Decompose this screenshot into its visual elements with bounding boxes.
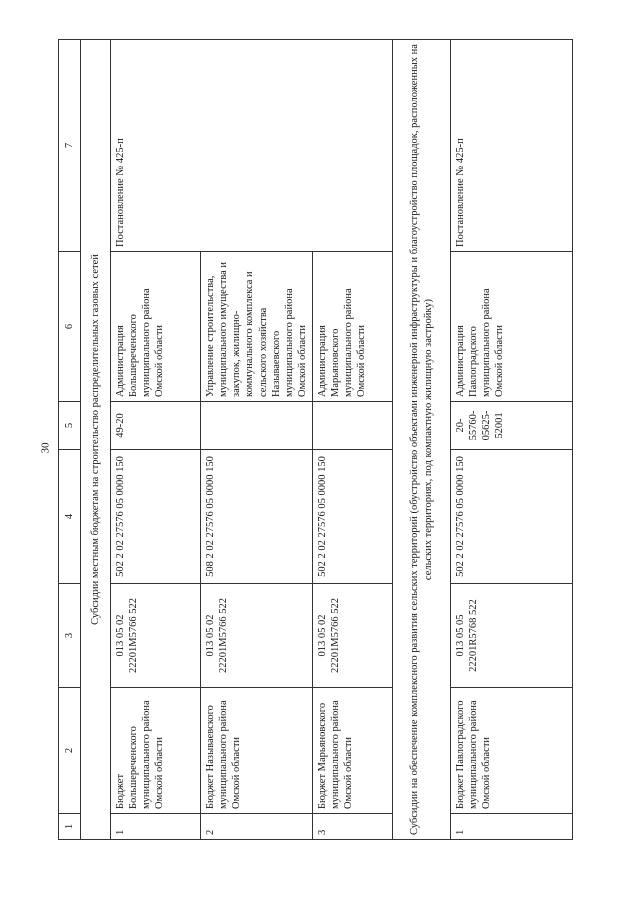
budget-name: Бюджет Называевского муниципального района Омской области [201,688,313,814]
table-row [111,40,201,840]
row-number: 3 [313,814,393,840]
administrator: Управление строительства, муниципального имущества и закупок, жилищно-коммунального комплекса и сельского хозяйства Называевского муниципального района Омской области [201,252,313,402]
budget-name: Бюджет Большереченского муниципального района Омской области [111,688,201,814]
revenue-code: 502 2 02 27576 05 0000 150 [451,450,573,584]
administrator: Администрация Павлоградского муниципального района Омской области [451,252,573,402]
row-number: 1 [451,814,573,840]
col-num-1: 1 [59,814,81,840]
administrator: Администрация Большереченского муниципального района Омской области [111,252,201,402]
revenue-code: 502 2 02 27576 05 0000 150 [111,450,201,584]
budget-name: Бюджет Марьяновского муниципального района Омской области [313,688,393,814]
table-row [451,40,573,840]
section2-title: Субсидии на обеспечение комплексного развития сельских территорий (обустройство объектами инженерной инфраструктуры и благоустройство площадок, расположенных на сельских территориях, под компактную жилищную застройку) [393,40,451,840]
col-num-7: 7 [59,40,81,252]
kbk-code: 013 05 05 22201R5768 522 [451,584,573,688]
revenue-code: 508 2 02 27576 05 0000 150 [201,450,313,584]
col-num-4: 4 [59,450,81,584]
administrator: Администрация Марьяновского муниципального района Омской области [313,252,393,402]
col-num-5: 5 [59,402,81,450]
target-code: 20-55760-05625-52001 [451,402,573,450]
column-number-row [59,40,81,840]
subsidy-table [58,39,573,840]
rotated-table-container [58,40,572,840]
target-code [201,402,313,450]
revenue-code: 502 2 02 27576 05 0000 150 [313,450,393,584]
budget-name: Бюджет Павлоградского муниципального района Омской области [451,688,573,814]
row-number: 1 [111,814,201,840]
kbk-code: 013 05 02 22201M5766 522 [313,584,393,688]
col-num-2: 2 [59,688,81,814]
section1-title: Субсидии местным бюджетам на строительство распределительных газовых сетей [81,40,111,840]
kbk-code: 013 05 02 22201M5766 522 [111,584,201,688]
row-number: 2 [201,814,313,840]
decree: Постановление № 425-п [111,40,393,252]
target-code [313,402,393,450]
page-number: 30 [39,442,52,454]
kbk-code: 013 05 02 22201M5766 522 [201,584,313,688]
col-num-3: 3 [59,584,81,688]
decree: Постановление № 425-п [451,40,573,252]
col-num-6: 6 [59,252,81,402]
target-code: 49-20 [111,402,201,450]
